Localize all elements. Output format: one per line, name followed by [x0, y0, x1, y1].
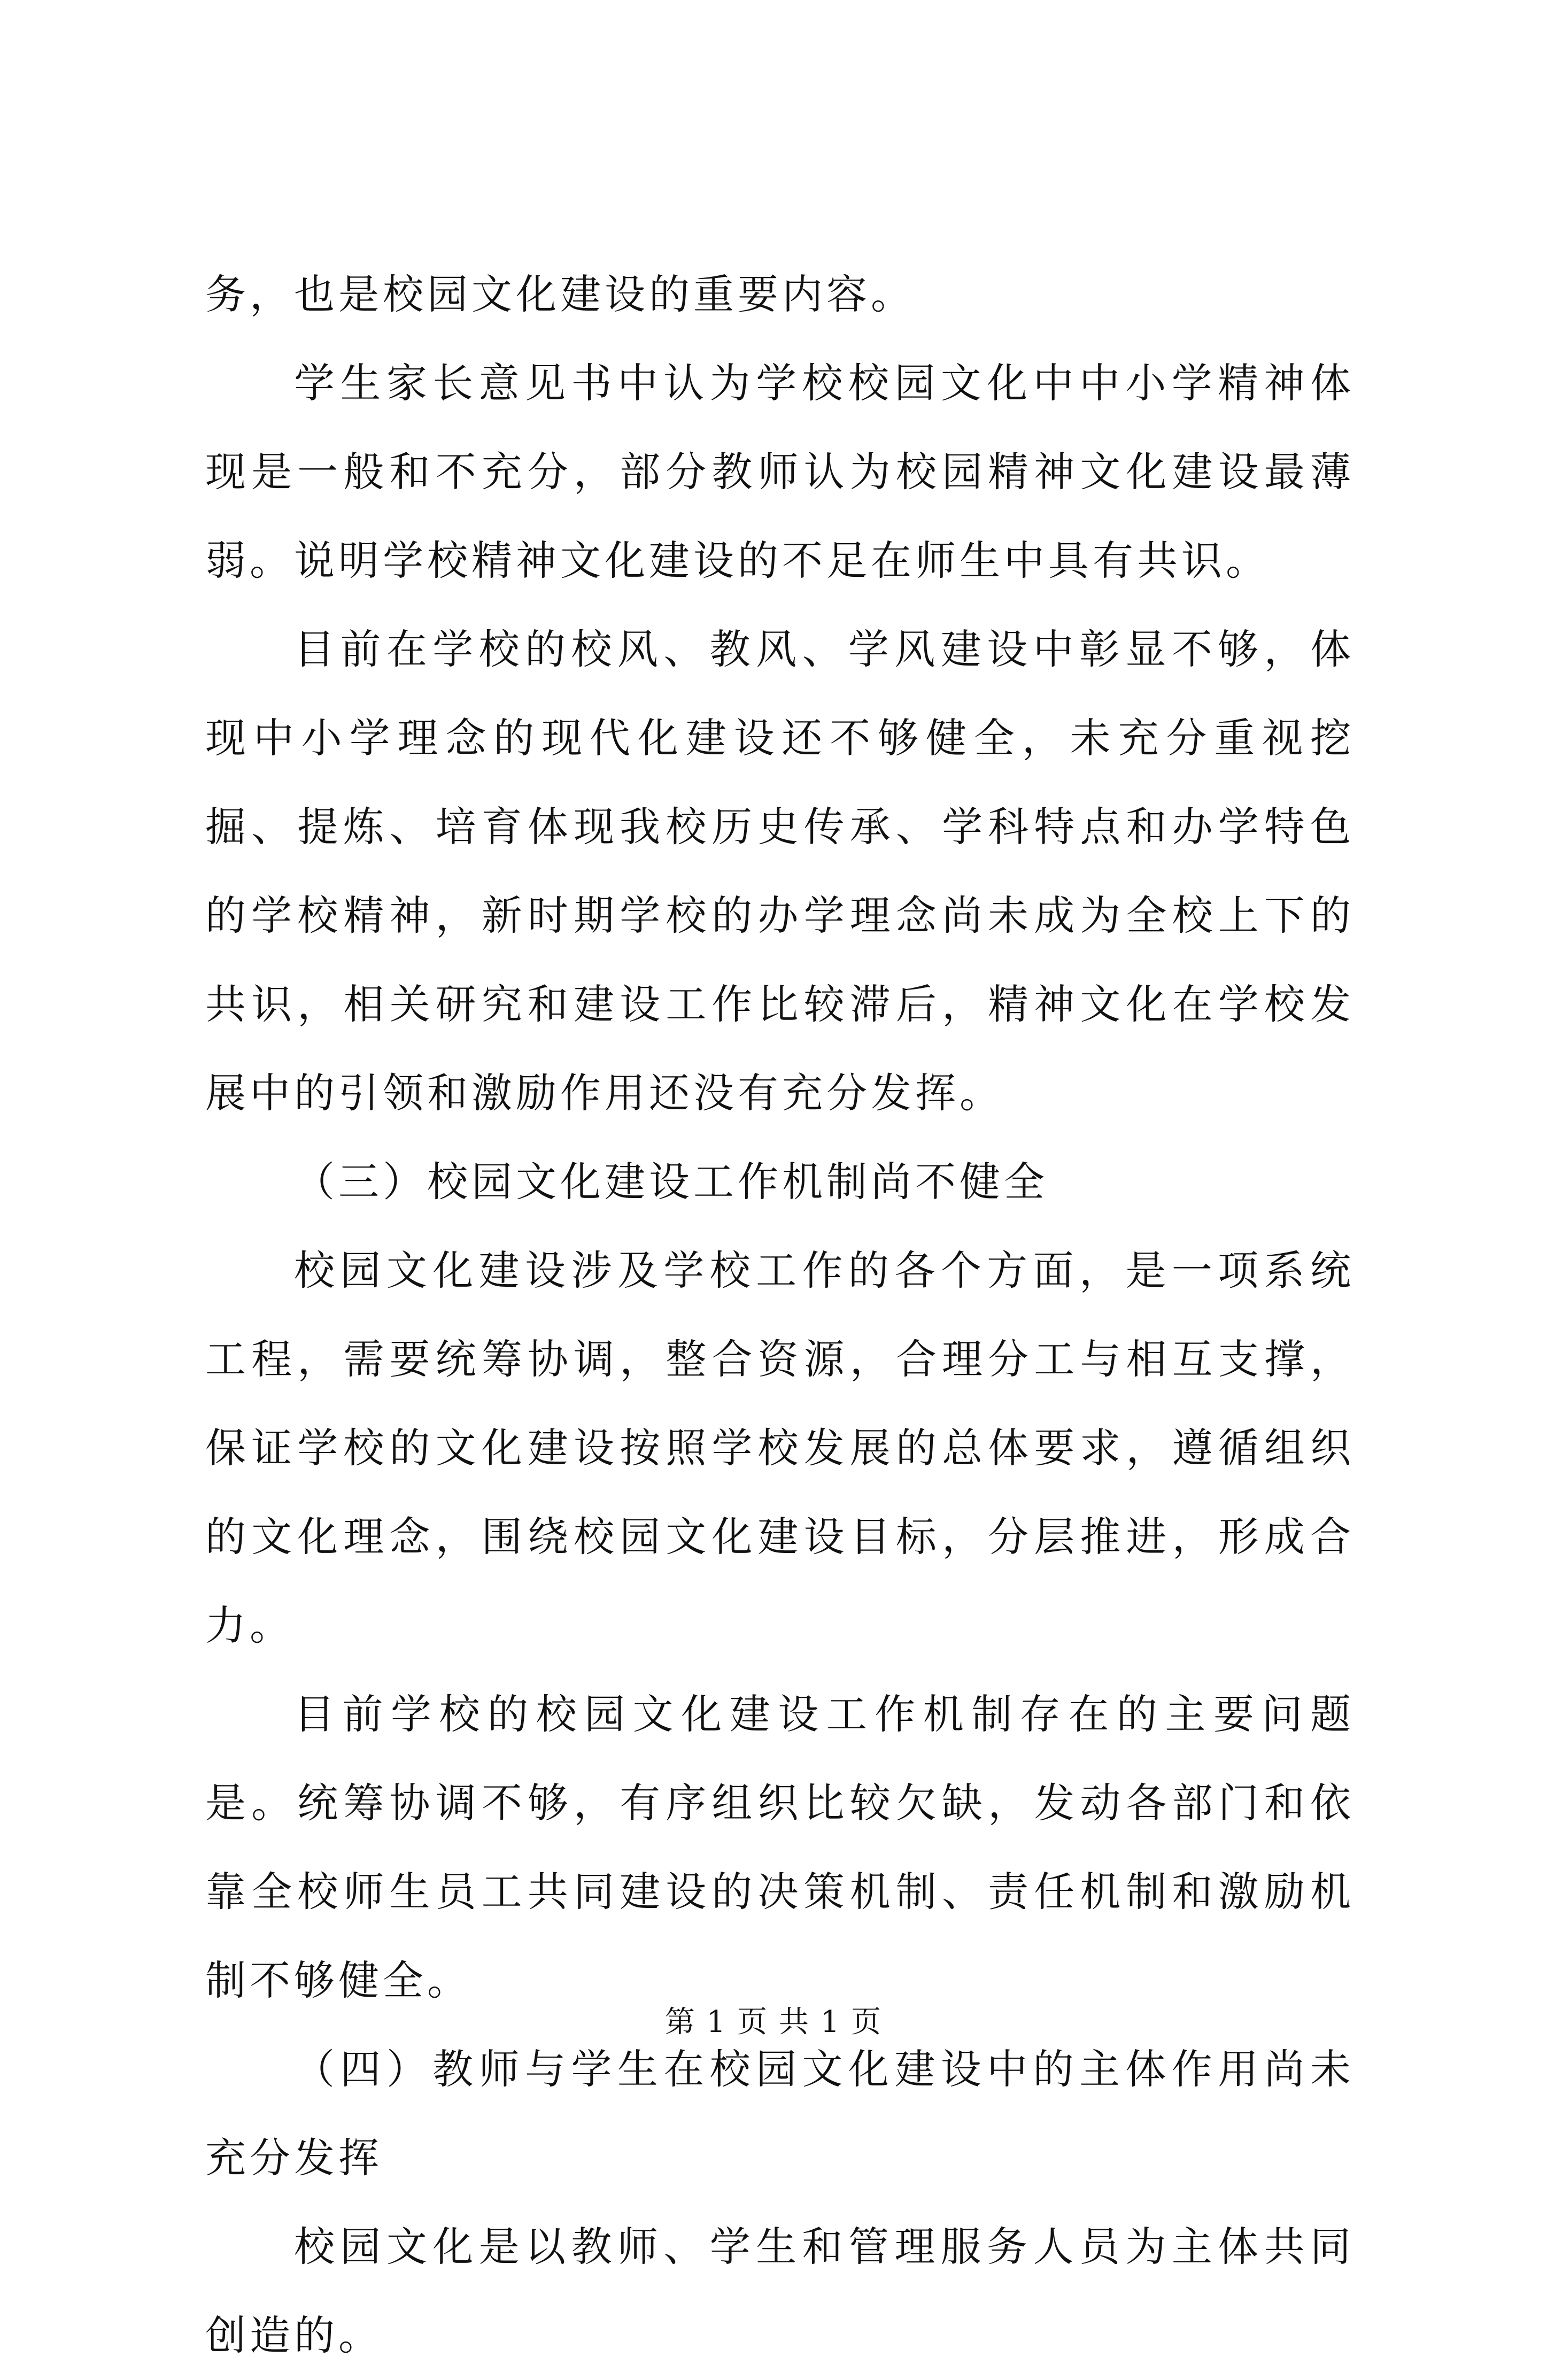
- paragraph-campus-culture-subject: 校园文化是以教师、学生和管理服务人员为主体共同创造的。: [205, 2223, 1355, 2359]
- page-number-footer: 第 1 页 共 1 页: [664, 2005, 883, 2039]
- document-body: [205, 250, 1355, 2380]
- section-heading-four: （四）教师与学生在校园文化建设中的主体作用尚未充分发挥: [205, 2045, 1355, 2182]
- paragraph-parent-opinion: 学生家长意见书中认为学校校园文化中中小学精神体现是一般和不充分，部分教师认为校园精神文化建设最薄弱。说明学校精神文化建设的不足在师生中具有共识。: [205, 359, 1355, 584]
- paragraph-mechanism-problems: 目前学校的校园文化建设工作机制存在的主要问题是。统筹协调不够，有序组织比较欠缺，发动各部门和依靠全校师生员工共同建设的决策机制、责任机制和激励机制不够健全。: [205, 1690, 1355, 2004]
- paragraph-continuation: 务，也是校园文化建设的重要内容。: [205, 271, 915, 318]
- paragraph-school-spirit: 目前在学校的校风、教风、学风建设中彰显不够，体现中小学理念的现代化建设还不够健全，未充分重视挖掘、提炼、培育体现我校历史传承、学科特点和办学特色的学校精神，新时期学校的办学理念尚未成为全校上下的共识，相关研究和建设工作比较滞后，精神文化在学校发展中的引领和激励作用还没有充分发挥。: [205, 625, 1355, 1117]
- section-heading-three: （三）校园文化建设工作机制尚不健全: [294, 1158, 1048, 1206]
- paragraph-system-engineering: 校园文化建设涉及学校工作的各个方面，是一项系统工程，需要统筹协调，整合资源，合理分工与相互支撑，保证学校的文化建设按照学校发展的总体要求，遵循组织的文化理念，围绕校园文化建设目标，分层推进，形成合力。: [205, 1247, 1355, 1649]
